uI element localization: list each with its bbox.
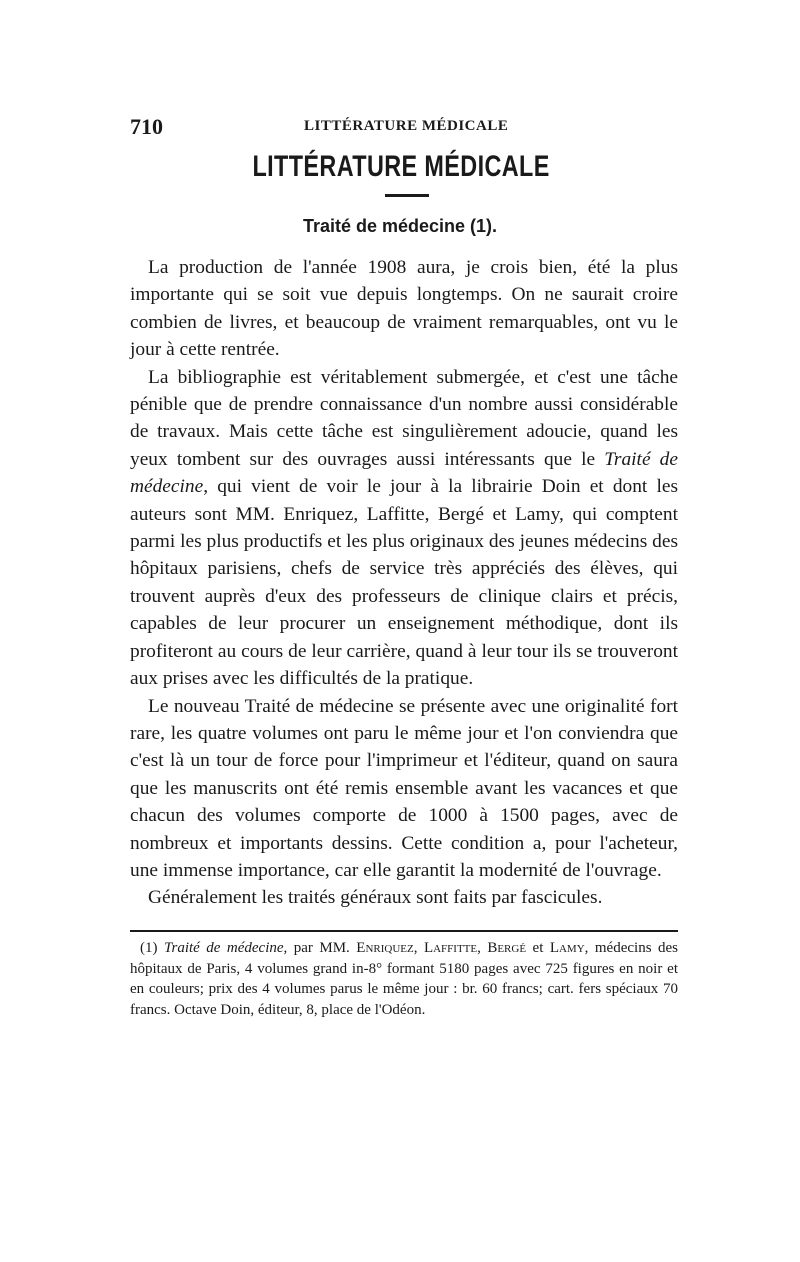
paragraph-2-text-b: , qui vient de voir le jour à la librairie Doin et dont les auteurs sont MM. Enriquez, Laffitte, Bergé et Lamy, qui comptent parmi les plus productifs et les plus originaux des jeunes médecins des hôpitaux parisiens, chefs de service très appréciés des élèves, qui trouvent auprès d'eux des professeurs de clinique clairs et précis, capables de leur procurer un enseignement méthodique, dont ils profiteront au cours de leur carrière, quand à leur tour ils se trouveront aux prises avec les difficultés de la pratique.: [130, 476, 678, 690]
paragraph-2-italic-title: Traité de médecine: [130, 448, 678, 498]
paragraph-2: [130, 364, 678, 693]
footnote-sep: ,: [477, 940, 488, 956]
footnote-author-enriquez: Enriquez: [356, 940, 414, 956]
paragraph-1: La production de l'année 1908 aura, je crois bien, été la plus importante qui se soit vue depuis longtemps. On ne saurait croire combien de livres, et beaucoup de vraiment remarquables, ont vu le jour à cette rentrée.: [130, 257, 678, 361]
footnote-details: , médecins des hôpitaux de Paris, 4 volumes grand in-8° formant 5180 pages avec 725 figures en noir et en couleurs; prix des 4 volumes parus le même jour : br. 60 francs; cart. fers spéciaux 70 francs. Octave Doin, éditeur, 8, place de l'Odéon.: [130, 940, 678, 1018]
article-title: LITTÉRATURE MÉDICALE: [252, 150, 550, 183]
page-number: 710: [130, 114, 163, 139]
paragraph-3: Le nouveau Traité de médecine se présente avec une originalité fort rare, les quatre volumes ont paru le même jour et l'on conviendra que c'est là un tour de force pour l'imprimeur et l'éditeur, quand on saura que les manuscrits ont été remis ensemble avant les vacances et que chacun des volumes comporte de 1000 à 1500 pages, avec de nombreux et importants dessins. Cette condition a, pour l'acheteur, une immense importance, car elle garantit la modernité de l'ouvrage.: [130, 695, 678, 881]
footnote-book-title: Traité de médecine: [163, 940, 284, 956]
running-title: LITTÉRATURE MÉDICALE: [304, 118, 509, 134]
footnote-text: [130, 938, 678, 1020]
section-title: Traité de médecine (1).: [302, 216, 498, 236]
article-body: [130, 254, 678, 912]
footnote-sep: et: [526, 940, 550, 956]
footnote-author-laffitte: Laffitte: [423, 940, 478, 956]
footnote-marker: (1): [140, 940, 164, 956]
footnote-by: , par MM.: [283, 940, 357, 956]
running-header: [130, 114, 678, 140]
footnote: [130, 938, 678, 1020]
footnote-author-lamy: Lamy: [549, 940, 585, 956]
paragraph-2-text-a: La bibliographie est véritablement submergée, et c'est une tâche pénible que de prendre connaissance d'un nombre aussi considérable de travaux. Mais cette tâche est singulièrement adoucie, quand les yeux tombent sur des ouvrages aussi intéressants que le: [130, 366, 678, 470]
footnote-author-berge: Bergé: [487, 940, 527, 956]
footnote-sep: ,: [413, 940, 424, 956]
footnote-rule-divider: [130, 930, 678, 932]
paragraph-4: Généralement les traités généraux sont faits par fascicules.: [148, 887, 603, 909]
title-rule-divider: [385, 194, 429, 197]
